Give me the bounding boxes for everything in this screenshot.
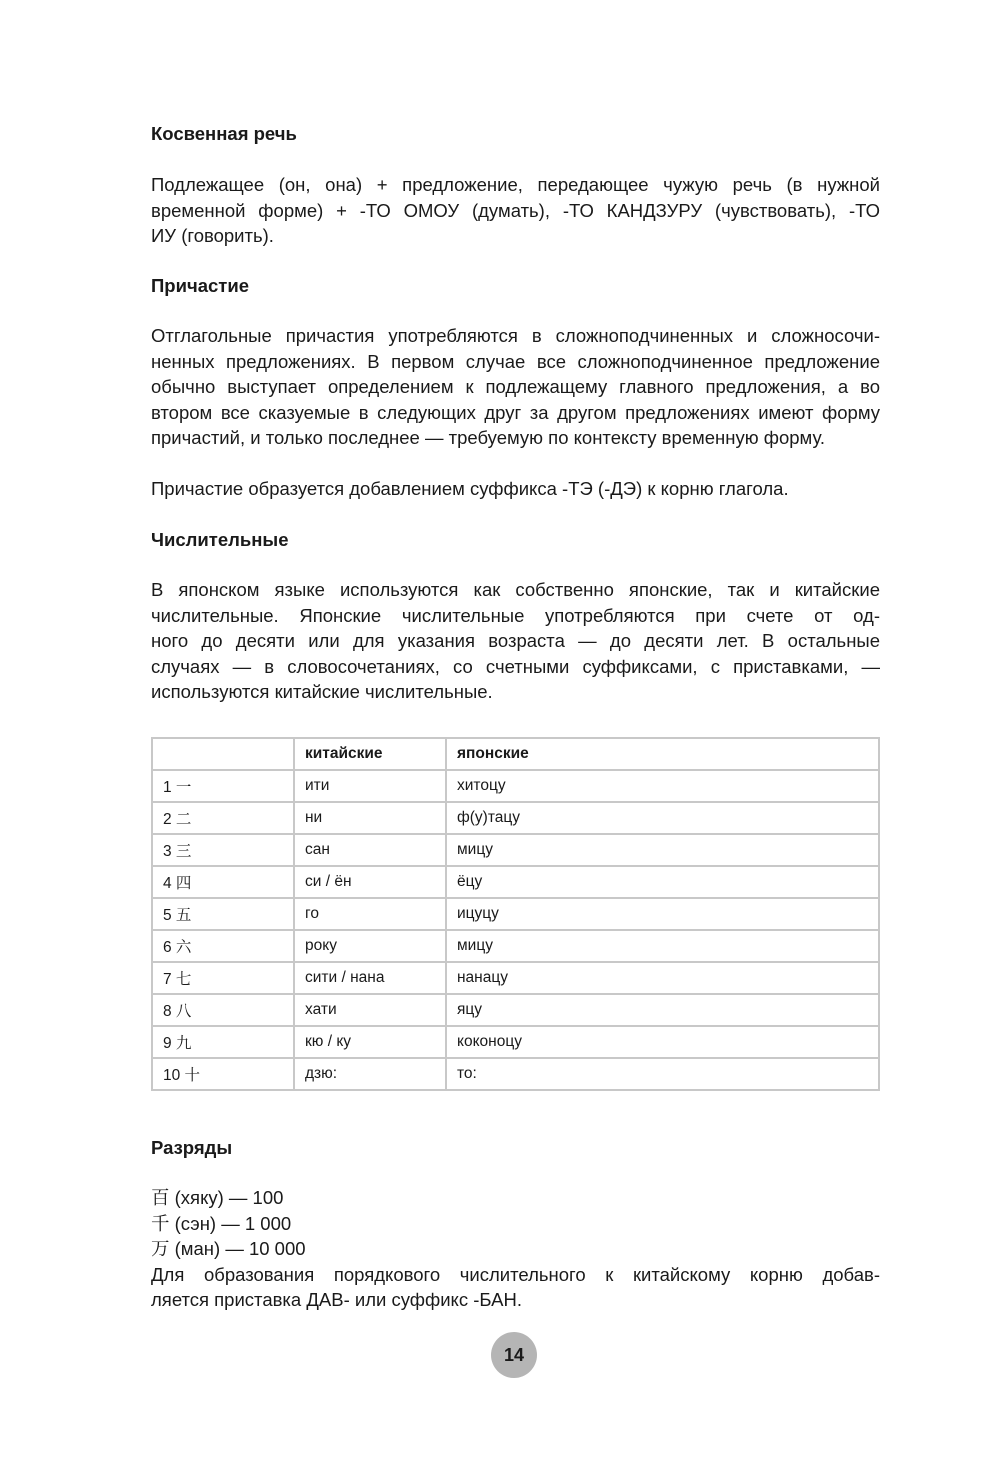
paragraph (151, 172, 880, 249)
table-row (152, 866, 879, 898)
table-cell: сити / нана (294, 962, 446, 994)
text-line: ИУ (говорить). (151, 225, 274, 246)
table-cell: го (294, 898, 446, 930)
table-header-row (152, 738, 879, 770)
table-cell: коконоцу (446, 1026, 879, 1058)
table-cell: 5 五 (152, 898, 294, 930)
table-cell: 7 七 (152, 962, 294, 994)
table-cell: хитоцу (446, 770, 879, 802)
text-line: Отглагольные причастия употребляются в сложноподчиненных и сложносочи- (151, 325, 880, 346)
table-cell: ити (294, 770, 446, 802)
text-line: временной форме) + -ТО ОМОУ (думать), -ТО КАНДЗУРУ (чувствовать), -ТО (151, 199, 880, 221)
text-line: 千 (сэн) — 1 000 (151, 1212, 292, 1234)
table-cell: мицу (446, 930, 879, 962)
table-cell: хати (294, 994, 446, 1026)
table-row (152, 930, 879, 962)
table-row (152, 802, 879, 834)
table-cell: дзю: (294, 1058, 446, 1090)
text-line: 百 (хяку) — 100 (151, 1187, 284, 1208)
text-line: Для образования порядкового числительного к китайскому корню добав- (151, 1263, 880, 1285)
table-cell: 6 六 (152, 930, 294, 962)
table-row (152, 834, 879, 866)
table-cell: мицу (446, 834, 879, 866)
paragraph (151, 577, 880, 705)
paragraph (151, 1185, 880, 1313)
table-cell: 9 九 (152, 1026, 294, 1058)
table-cell: кю / ку (294, 1026, 446, 1058)
header-cell (152, 738, 294, 770)
text-line: ненных предложениях. В первом случае все сложноподчиненное предложение (151, 350, 880, 372)
text-line: 万 (ман) — 10 000 (151, 1238, 306, 1259)
text-line: используются китайские числительные. (151, 681, 493, 702)
table-row (152, 898, 879, 930)
table-cell: то: (446, 1058, 879, 1090)
paragraph (151, 476, 880, 502)
page-number: 14 (491, 1332, 537, 1378)
table-cell: 2 二 (152, 802, 294, 834)
table-cell: нанацу (446, 962, 879, 994)
table-cell: 10 十 (152, 1058, 294, 1090)
text-line: ного до десяти или для указания возраста — до десяти лет. В остальные (151, 630, 880, 651)
table-cell: 3 三 (152, 834, 294, 866)
paragraph (151, 323, 880, 451)
table-cell: яцу (446, 994, 879, 1026)
text-line: обычно выступает определением к подлежащему главного предложения, а во (151, 376, 880, 397)
text-line: причастий, и только последнее — требуемую по контексту временную форму. (151, 427, 825, 448)
table-cell: ицуцу (446, 898, 879, 930)
table-row (152, 994, 879, 1026)
table-cell: 8 八 (152, 994, 294, 1026)
text-line: Причастие образуется добавлением суффикса -ТЭ (-ДЭ) к корню глагола. (151, 478, 789, 499)
table-cell: си / ён (294, 866, 446, 898)
heading-ranks: Разряды (151, 1137, 233, 1158)
table-cell: року (294, 930, 446, 962)
table-row (152, 1058, 879, 1090)
table-cell: 4 四 (152, 866, 294, 898)
table-cell: ёцу (446, 866, 879, 898)
heading-indirect-speech: Косвенная речь (151, 123, 297, 144)
text-line: В японском языке используются как собственно японские, так и китайские (151, 579, 880, 600)
header-cell: японские (446, 738, 879, 770)
text-line: случаях — в словосочетаниях, со счетными суффиксами, с приставками, — (151, 655, 880, 677)
table-cell: ни (294, 802, 446, 834)
table-cell: сан (294, 834, 446, 866)
table-cell: 1 一 (152, 770, 294, 802)
table-row (152, 1026, 879, 1058)
text-line: числительные. Японские числительные употребляются при счете от од- (151, 604, 880, 626)
header-cell: китайские (294, 738, 446, 770)
heading-participle: Причастие (151, 275, 250, 296)
table-row (152, 962, 879, 994)
heading-numerals: Числительные (151, 529, 289, 550)
table-row (152, 770, 879, 802)
text-line: ляется приставка ДАВ- или суффикс -БАН. (151, 1289, 522, 1310)
numerals-table (151, 737, 880, 1091)
table-cell: ф(у)тацу (446, 802, 879, 834)
text-line: Подлежащее (он, она) + предложение, передающее чужую речь (в нужной (151, 174, 880, 195)
text-line: втором все сказуемые в следующих друг за другом предложениях имеют форму (151, 401, 880, 423)
